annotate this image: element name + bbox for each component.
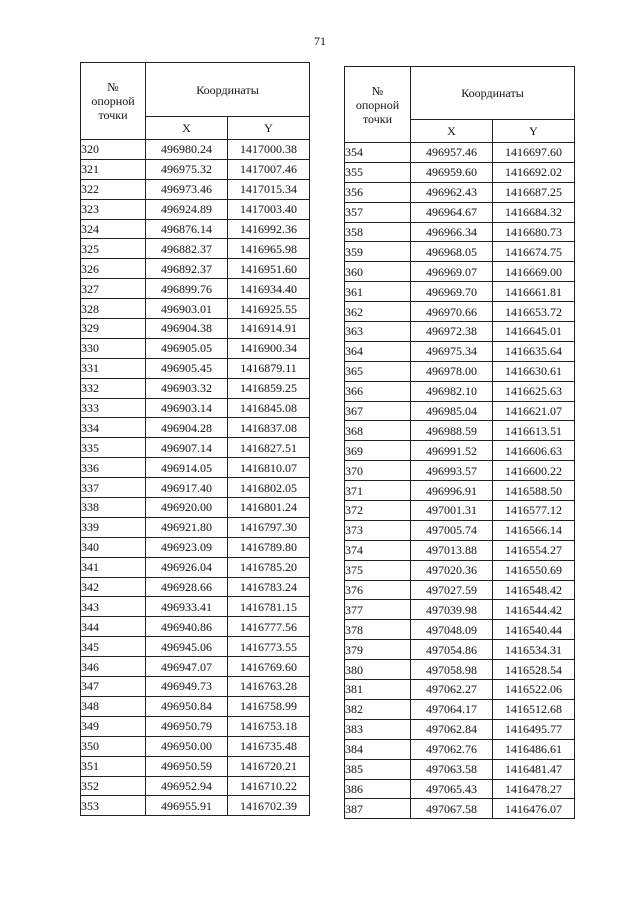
y-coordinate-cell: 1416674.75: [493, 242, 575, 262]
table-row: [345, 341, 575, 361]
y-coordinate-cell: 1416951.60: [228, 259, 310, 279]
point-number-cell: 370: [345, 461, 411, 481]
header-point-number-text: № опорной точки: [355, 83, 400, 126]
table-row: [81, 637, 310, 657]
table-row: [345, 302, 575, 322]
table-row: [81, 219, 310, 239]
table-row: [345, 441, 575, 461]
y-coordinate-cell: 1416554.27: [493, 540, 575, 560]
point-number-cell: 336: [81, 458, 146, 478]
point-number-cell: 383: [345, 719, 411, 739]
table-row: [81, 319, 310, 339]
y-coordinate-cell: 1416486.61: [493, 739, 575, 759]
y-coordinate-cell: 1416845.08: [228, 398, 310, 418]
y-coordinate-cell: 1416777.56: [228, 617, 310, 637]
x-coordinate-cell: 496970.66: [411, 302, 493, 322]
table-row: [81, 338, 310, 358]
x-coordinate-cell: 496903.01: [146, 299, 228, 319]
x-coordinate-cell: 496972.38: [411, 322, 493, 342]
table-row: [345, 699, 575, 719]
point-number-cell: 347: [81, 677, 146, 697]
y-coordinate-cell: 1416859.25: [228, 378, 310, 398]
table-row: [81, 378, 310, 398]
y-coordinate-cell: 1416810.07: [228, 458, 310, 478]
point-number-cell: 358: [345, 222, 411, 242]
y-coordinate-cell: 1416661.81: [493, 282, 575, 302]
x-coordinate-cell: 496933.41: [146, 597, 228, 617]
x-coordinate-cell: 497027.59: [411, 580, 493, 600]
x-coordinate-cell: 496993.57: [411, 461, 493, 481]
x-coordinate-cell: 497064.17: [411, 699, 493, 719]
header-point-number-text: № опорной точки: [91, 80, 135, 122]
point-number-cell: 335: [81, 438, 146, 458]
point-number-cell: 385: [345, 759, 411, 779]
y-coordinate-cell: 1416773.55: [228, 637, 310, 657]
table-row: [345, 282, 575, 302]
x-coordinate-cell: 497013.88: [411, 540, 493, 560]
y-coordinate-cell: 1416710.22: [228, 776, 310, 796]
x-coordinate-cell: 496950.00: [146, 736, 228, 756]
table-row: [345, 182, 575, 202]
y-coordinate-cell: 1417015.34: [228, 179, 310, 199]
point-number-cell: 360: [345, 262, 411, 282]
table-row: [81, 776, 310, 796]
point-number-cell: 359: [345, 242, 411, 262]
x-coordinate-cell: 497039.98: [411, 600, 493, 620]
point-number-cell: 341: [81, 557, 146, 577]
x-coordinate-cell: 496975.32: [146, 159, 228, 179]
y-coordinate-cell: 1416735.48: [228, 736, 310, 756]
y-coordinate-cell: 1416785.20: [228, 557, 310, 577]
x-coordinate-cell: 496985.04: [411, 401, 493, 421]
x-coordinate-cell: 497062.84: [411, 719, 493, 739]
x-coordinate-cell: 496969.70: [411, 282, 493, 302]
point-number-cell: 326: [81, 259, 146, 279]
y-coordinate-cell: 1416630.61: [493, 361, 575, 381]
x-coordinate-cell: 496980.24: [146, 140, 228, 160]
point-number-cell: 371: [345, 481, 411, 501]
x-coordinate-cell: 497062.27: [411, 680, 493, 700]
point-number-cell: 329: [81, 319, 146, 339]
y-coordinate-cell: 1416925.55: [228, 299, 310, 319]
point-number-cell: 368: [345, 421, 411, 441]
table-body-right: [345, 143, 575, 819]
x-coordinate-cell: 496904.38: [146, 319, 228, 339]
x-coordinate-cell: 496907.14: [146, 438, 228, 458]
table-row: [345, 580, 575, 600]
coordinates-table-right: [344, 66, 575, 819]
header-coordinates: Координаты: [411, 67, 575, 120]
x-coordinate-cell: 496950.59: [146, 756, 228, 776]
x-coordinate-cell: 497020.36: [411, 560, 493, 580]
table-row: [81, 557, 310, 577]
point-number-cell: 372: [345, 501, 411, 521]
table-row: [345, 222, 575, 242]
y-coordinate-cell: 1416534.31: [493, 640, 575, 660]
y-coordinate-cell: 1416837.08: [228, 418, 310, 438]
point-number-cell: 320: [81, 140, 146, 160]
coordinates-table-left: [80, 62, 310, 816]
y-coordinate-cell: 1416476.07: [493, 799, 575, 819]
point-number-cell: 334: [81, 418, 146, 438]
x-coordinate-cell: 496924.89: [146, 199, 228, 219]
y-coordinate-cell: 1416481.47: [493, 759, 575, 779]
y-coordinate-cell: 1416753.18: [228, 716, 310, 736]
table-row: [81, 140, 310, 160]
x-coordinate-cell: 496982.10: [411, 381, 493, 401]
table-row: [345, 202, 575, 222]
point-number-cell: 328: [81, 299, 146, 319]
y-coordinate-cell: 1416801.24: [228, 498, 310, 518]
y-coordinate-cell: 1416965.98: [228, 239, 310, 259]
point-number-cell: 344: [81, 617, 146, 637]
y-coordinate-cell: 1416769.60: [228, 657, 310, 677]
point-number-cell: 351: [81, 756, 146, 776]
y-coordinate-cell: 1416687.25: [493, 182, 575, 202]
point-number-cell: 376: [345, 580, 411, 600]
point-number-cell: 364: [345, 341, 411, 361]
point-number-cell: 367: [345, 401, 411, 421]
table-row: [345, 421, 575, 441]
table-row: [345, 520, 575, 540]
x-coordinate-cell: 496975.34: [411, 341, 493, 361]
table-row: [81, 796, 310, 816]
header-x: X: [146, 117, 228, 140]
y-coordinate-cell: 1416645.01: [493, 322, 575, 342]
point-number-cell: 327: [81, 279, 146, 299]
table-row: [81, 159, 310, 179]
x-coordinate-cell: 496988.59: [411, 421, 493, 441]
y-coordinate-cell: 1416577.12: [493, 501, 575, 521]
x-coordinate-cell: 496973.46: [146, 179, 228, 199]
y-coordinate-cell: 1416720.21: [228, 756, 310, 776]
x-coordinate-cell: 496952.94: [146, 776, 228, 796]
page-number: 71: [314, 34, 326, 48]
table-row: [345, 560, 575, 580]
table-row: [81, 677, 310, 697]
table-row: [81, 239, 310, 259]
x-coordinate-cell: 496926.04: [146, 557, 228, 577]
y-coordinate-cell: 1416635.64: [493, 341, 575, 361]
y-coordinate-cell: 1416697.60: [493, 143, 575, 163]
point-number-cell: 323: [81, 199, 146, 219]
y-coordinate-cell: 1416797.30: [228, 517, 310, 537]
x-coordinate-cell: 496940.86: [146, 617, 228, 637]
point-number-cell: 361: [345, 282, 411, 302]
point-number-cell: 386: [345, 779, 411, 799]
y-coordinate-cell: 1416827.51: [228, 438, 310, 458]
y-coordinate-cell: 1416544.42: [493, 600, 575, 620]
y-coordinate-cell: 1416522.06: [493, 680, 575, 700]
y-coordinate-cell: 1416992.36: [228, 219, 310, 239]
table-row: [345, 242, 575, 262]
table-row: [81, 299, 310, 319]
table-row: [345, 381, 575, 401]
y-coordinate-cell: 1416669.00: [493, 262, 575, 282]
x-coordinate-cell: 497062.76: [411, 739, 493, 759]
table-row: [81, 498, 310, 518]
y-coordinate-cell: 1416763.28: [228, 677, 310, 697]
point-number-cell: 352: [81, 776, 146, 796]
table-row: [345, 322, 575, 342]
x-coordinate-cell: 496923.09: [146, 537, 228, 557]
x-coordinate-cell: 496917.40: [146, 478, 228, 498]
table-row: [345, 779, 575, 799]
x-coordinate-cell: 496920.00: [146, 498, 228, 518]
y-coordinate-cell: 1416548.42: [493, 580, 575, 600]
table-row: [345, 759, 575, 779]
y-coordinate-cell: 1417000.38: [228, 140, 310, 160]
point-number-cell: 346: [81, 657, 146, 677]
y-coordinate-cell: 1416789.80: [228, 537, 310, 557]
y-coordinate-cell: 1416478.27: [493, 779, 575, 799]
header-y: Y: [228, 117, 310, 140]
table-row: [345, 799, 575, 819]
x-coordinate-cell: 496903.32: [146, 378, 228, 398]
y-coordinate-cell: 1416566.14: [493, 520, 575, 540]
y-coordinate-cell: 1416588.50: [493, 481, 575, 501]
point-number-cell: 355: [345, 162, 411, 182]
x-coordinate-cell: 496962.43: [411, 182, 493, 202]
header-x: X: [411, 120, 493, 143]
table-row: [345, 461, 575, 481]
header-coordinates: Координаты: [146, 63, 310, 117]
x-coordinate-cell: 496957.46: [411, 143, 493, 163]
point-number-cell: 330: [81, 338, 146, 358]
y-coordinate-cell: 1416783.24: [228, 577, 310, 597]
point-number-cell: 387: [345, 799, 411, 819]
point-number-cell: 374: [345, 540, 411, 560]
table-row: [81, 517, 310, 537]
x-coordinate-cell: 497067.58: [411, 799, 493, 819]
table-row: [81, 179, 310, 199]
header-point-number: [345, 67, 411, 143]
point-number-cell: 369: [345, 441, 411, 461]
table-row: [81, 279, 310, 299]
table-row: [345, 361, 575, 381]
point-number-cell: 333: [81, 398, 146, 418]
x-coordinate-cell: 496959.60: [411, 162, 493, 182]
x-coordinate-cell: 497054.86: [411, 640, 493, 660]
y-coordinate-cell: 1416758.99: [228, 696, 310, 716]
y-coordinate-cell: 1416606.63: [493, 441, 575, 461]
table-row: [81, 597, 310, 617]
x-coordinate-cell: 496955.91: [146, 796, 228, 816]
point-number-cell: 340: [81, 537, 146, 557]
point-number-cell: 325: [81, 239, 146, 259]
x-coordinate-cell: 497005.74: [411, 520, 493, 540]
table-row: [345, 162, 575, 182]
y-coordinate-cell: 1416528.54: [493, 660, 575, 680]
table-row: [81, 438, 310, 458]
x-coordinate-cell: 496991.52: [411, 441, 493, 461]
y-coordinate-cell: 1416802.05: [228, 478, 310, 498]
point-number-cell: 356: [345, 182, 411, 202]
point-number-cell: 375: [345, 560, 411, 580]
x-coordinate-cell: 496996.91: [411, 481, 493, 501]
y-coordinate-cell: 1416540.44: [493, 620, 575, 640]
x-coordinate-cell: 496978.00: [411, 361, 493, 381]
x-coordinate-cell: 496876.14: [146, 219, 228, 239]
point-number-cell: 384: [345, 739, 411, 759]
point-number-cell: 338: [81, 498, 146, 518]
point-number-cell: 380: [345, 660, 411, 680]
x-coordinate-cell: 496905.45: [146, 358, 228, 378]
table-row: [345, 143, 575, 163]
x-coordinate-cell: 496914.05: [146, 458, 228, 478]
y-coordinate-cell: 1416600.22: [493, 461, 575, 481]
x-coordinate-cell: 496969.07: [411, 262, 493, 282]
y-coordinate-cell: 1417007.46: [228, 159, 310, 179]
x-coordinate-cell: 496950.84: [146, 696, 228, 716]
y-coordinate-cell: 1416692.02: [493, 162, 575, 182]
table-row: [345, 401, 575, 421]
x-coordinate-cell: 497048.09: [411, 620, 493, 640]
x-coordinate-cell: 496964.67: [411, 202, 493, 222]
y-coordinate-cell: 1416684.32: [493, 202, 575, 222]
point-number-cell: 342: [81, 577, 146, 597]
y-coordinate-cell: 1416613.51: [493, 421, 575, 441]
point-number-cell: 366: [345, 381, 411, 401]
x-coordinate-cell: 497058.98: [411, 660, 493, 680]
y-coordinate-cell: 1416550.69: [493, 560, 575, 580]
table-row: [345, 680, 575, 700]
x-coordinate-cell: 496904.28: [146, 418, 228, 438]
point-number-cell: 324: [81, 219, 146, 239]
table-row: [81, 358, 310, 378]
table-row: [81, 696, 310, 716]
header-y: Y: [493, 120, 575, 143]
point-number-cell: 349: [81, 716, 146, 736]
table-row: [81, 259, 310, 279]
x-coordinate-cell: 496966.34: [411, 222, 493, 242]
point-number-cell: 363: [345, 322, 411, 342]
point-number-cell: 377: [345, 600, 411, 620]
y-coordinate-cell: 1416781.15: [228, 597, 310, 617]
x-coordinate-cell: 497063.58: [411, 759, 493, 779]
table-row: [81, 617, 310, 637]
point-number-cell: 337: [81, 478, 146, 498]
point-number-cell: 348: [81, 696, 146, 716]
point-number-cell: 353: [81, 796, 146, 816]
x-coordinate-cell: 496921.80: [146, 517, 228, 537]
point-number-cell: 378: [345, 620, 411, 640]
table-row: [345, 719, 575, 739]
y-coordinate-cell: 1417003.40: [228, 199, 310, 219]
header-point-number: [81, 63, 146, 140]
table-row: [345, 540, 575, 560]
x-coordinate-cell: 496947.07: [146, 657, 228, 677]
x-coordinate-cell: 496882.37: [146, 239, 228, 259]
x-coordinate-cell: 496928.66: [146, 577, 228, 597]
point-number-cell: 362: [345, 302, 411, 322]
point-number-cell: 332: [81, 378, 146, 398]
table-row: [345, 660, 575, 680]
table-row: [345, 501, 575, 521]
table-row: [81, 736, 310, 756]
x-coordinate-cell: 496905.05: [146, 338, 228, 358]
x-coordinate-cell: 496903.14: [146, 398, 228, 418]
x-coordinate-cell: 496949.73: [146, 677, 228, 697]
x-coordinate-cell: 497065.43: [411, 779, 493, 799]
table-row: [81, 577, 310, 597]
y-coordinate-cell: 1416625.63: [493, 381, 575, 401]
point-number-cell: 354: [345, 143, 411, 163]
y-coordinate-cell: 1416495.77: [493, 719, 575, 739]
table-row: [345, 620, 575, 640]
x-coordinate-cell: 496968.05: [411, 242, 493, 262]
x-coordinate-cell: 497001.31: [411, 501, 493, 521]
x-coordinate-cell: 496945.06: [146, 637, 228, 657]
table-row: [81, 756, 310, 776]
point-number-cell: 379: [345, 640, 411, 660]
point-number-cell: 345: [81, 637, 146, 657]
table-row: [81, 199, 310, 219]
table-row: [81, 418, 310, 438]
table-body-left: [81, 140, 310, 816]
table-row: [345, 481, 575, 501]
x-coordinate-cell: 496899.76: [146, 279, 228, 299]
point-number-cell: 331: [81, 358, 146, 378]
table-row: [345, 600, 575, 620]
point-number-cell: 365: [345, 361, 411, 381]
table-row: [345, 262, 575, 282]
point-number-cell: 350: [81, 736, 146, 756]
y-coordinate-cell: 1416702.39: [228, 796, 310, 816]
y-coordinate-cell: 1416879.11: [228, 358, 310, 378]
point-number-cell: 343: [81, 597, 146, 617]
x-coordinate-cell: 496892.37: [146, 259, 228, 279]
table-row: [345, 640, 575, 660]
point-number-cell: 357: [345, 202, 411, 222]
point-number-cell: 382: [345, 699, 411, 719]
table-row: [81, 716, 310, 736]
y-coordinate-cell: 1416653.72: [493, 302, 575, 322]
point-number-cell: 321: [81, 159, 146, 179]
y-coordinate-cell: 1416680.73: [493, 222, 575, 242]
table-row: [81, 458, 310, 478]
y-coordinate-cell: 1416900.34: [228, 338, 310, 358]
point-number-cell: 322: [81, 179, 146, 199]
point-number-cell: 381: [345, 680, 411, 700]
table-row: [81, 657, 310, 677]
x-coordinate-cell: 496950.79: [146, 716, 228, 736]
table-row: [81, 537, 310, 557]
point-number-cell: 339: [81, 517, 146, 537]
y-coordinate-cell: 1416512.68: [493, 699, 575, 719]
y-coordinate-cell: 1416914.91: [228, 319, 310, 339]
y-coordinate-cell: 1416621.07: [493, 401, 575, 421]
y-coordinate-cell: 1416934.40: [228, 279, 310, 299]
table-row: [345, 739, 575, 759]
table-row: [81, 398, 310, 418]
table-row: [81, 478, 310, 498]
point-number-cell: 373: [345, 520, 411, 540]
